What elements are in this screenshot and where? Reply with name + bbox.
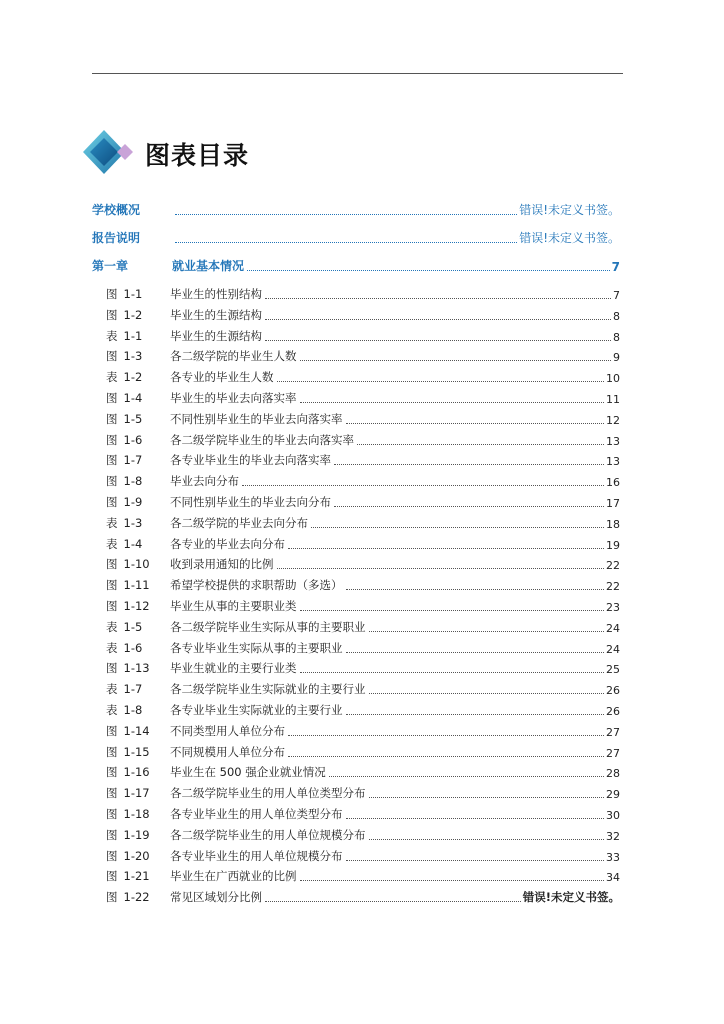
toc-entry-kind: 图 xyxy=(106,869,118,884)
toc-entry-label xyxy=(92,432,170,448)
toc-entry-kind: 表 xyxy=(106,619,118,634)
toc-entry-label xyxy=(92,536,170,552)
toc-page-number: 11 xyxy=(606,393,620,406)
toc-entry-number: 1-8 xyxy=(123,474,143,489)
toc-entry-label xyxy=(92,494,170,510)
toc-entry-row[interactable] xyxy=(92,307,620,323)
toc-entry-number: 1-2 xyxy=(123,307,143,322)
toc-entry-kind: 图 xyxy=(106,557,118,572)
toc-entry-kind: 图 xyxy=(106,661,118,676)
toc-entry-row[interactable] xyxy=(92,369,620,385)
dot-leader xyxy=(369,631,605,632)
toc-entry-title: 毕业生的生源结构 xyxy=(170,307,262,322)
toc-entry-kind: 表 xyxy=(106,536,118,551)
toc-entry-title: 毕业生在 500 强企业就业情况 xyxy=(170,765,326,780)
dot-leader xyxy=(369,839,605,840)
toc-entry-label xyxy=(92,619,170,635)
toc-page-number: 33 xyxy=(606,850,620,864)
dot-leader xyxy=(300,360,612,361)
dot-leader xyxy=(300,672,605,673)
toc-entry-kind: 表 xyxy=(106,640,118,655)
header-rule xyxy=(92,73,623,74)
toc-entry-kind: 图 xyxy=(106,765,118,780)
dot-leader xyxy=(265,319,611,320)
toc-entry-row[interactable] xyxy=(92,785,620,801)
toc-page-number: 27 xyxy=(606,746,620,760)
toc-entry-title: 各专业的毕业生人数 xyxy=(170,370,274,385)
toc-page-number: 9 xyxy=(613,351,620,365)
toc-page-number: 26 xyxy=(606,684,620,698)
toc-entry-title: 各专业毕业生实际从事的主要职业 xyxy=(170,640,343,655)
toc-entry-row[interactable] xyxy=(92,764,620,780)
toc-entry-label xyxy=(92,556,170,572)
toc-entry-title: 毕业生的性别结构 xyxy=(170,287,262,301)
toc-entry-title: 各专业毕业生实际就业的主要行业 xyxy=(170,703,343,717)
toc-entry-kind: 图 xyxy=(106,848,118,863)
toc-entry-kind: 图 xyxy=(106,453,118,468)
toc-page-number: 16 xyxy=(606,476,620,490)
toc-entry-title: 各二级学院毕业生的用人单位规模分布 xyxy=(170,827,366,842)
toc-entry-number: 1-19 xyxy=(123,827,150,842)
dot-leader xyxy=(346,589,605,590)
toc-entry-kind: 表 xyxy=(106,370,118,385)
toc-page-number: 28 xyxy=(606,767,620,781)
dot-leader xyxy=(300,880,605,881)
toc-entry-kind: 表 xyxy=(106,328,118,343)
toc-entry-row[interactable] xyxy=(92,702,620,718)
toc-entry-row[interactable] xyxy=(92,640,620,656)
toc-entry-label xyxy=(92,598,170,614)
toc-page-number: 26 xyxy=(606,705,620,718)
toc-entry-number: 1-22 xyxy=(123,890,150,905)
toc-entry-row[interactable] xyxy=(92,598,620,614)
toc-entry-number: 1-20 xyxy=(123,848,150,863)
toc-entry-label xyxy=(92,848,170,864)
toc-entry-kind: 图 xyxy=(106,391,118,405)
toc-entry-title: 毕业生的生源结构 xyxy=(170,328,262,343)
toc-entry-label xyxy=(92,307,170,323)
toc-entry-kind: 图 xyxy=(106,744,118,759)
toc-entry-kind: 图 xyxy=(106,890,118,905)
toc-entry-label xyxy=(92,723,170,739)
toc-section-label: 学校概况 xyxy=(92,203,141,217)
dot-leader xyxy=(175,242,517,243)
toc-entry-title: 毕业去向分布 xyxy=(170,474,239,489)
toc-section-row[interactable] xyxy=(92,202,620,218)
toc-entry-kind: 图 xyxy=(106,599,118,613)
toc-entry-kind: 图 xyxy=(106,807,118,821)
toc-entry-row[interactable] xyxy=(92,494,620,510)
toc-page-number: 10 xyxy=(606,372,620,386)
toc-entry-number: 1-15 xyxy=(123,744,150,759)
toc-page-number: 8 xyxy=(613,330,620,344)
toc-entry-title: 各专业毕业生的毕业去向落实率 xyxy=(170,453,331,468)
toc-entry-label xyxy=(92,744,170,760)
toc-entry-number: 1-18 xyxy=(123,807,150,821)
toc-entry-label xyxy=(92,681,170,697)
toc-page-number: 13 xyxy=(606,455,620,469)
toc-entry-row[interactable] xyxy=(92,744,620,760)
toc-entry-number: 1-10 xyxy=(123,557,150,572)
toc-entry-number: 1-4 xyxy=(123,391,143,405)
toc-entry-row[interactable] xyxy=(92,556,620,572)
toc-section-label: 报告说明 xyxy=(92,231,141,245)
toc-entry-number: 1-4 xyxy=(123,536,143,551)
toc-entry-row[interactable] xyxy=(92,868,620,884)
toc-entry-row[interactable] xyxy=(92,328,620,344)
toc-page-number: 错误!未定义书签。 xyxy=(519,203,620,217)
toc-page-number: 17 xyxy=(606,497,620,510)
toc-section-title: 就业基本情况 xyxy=(172,259,245,273)
toc-entry-label xyxy=(92,473,170,489)
toc-entry-title: 各专业毕业生的用人单位规模分布 xyxy=(170,848,343,863)
toc-page-number: 7 xyxy=(613,289,620,302)
toc-entry-kind: 表 xyxy=(106,682,118,697)
toc-entry-title: 各二级学院的毕业去向分布 xyxy=(170,515,308,530)
toc-page-number: 19 xyxy=(606,538,620,552)
toc-entry-label xyxy=(92,328,170,344)
toc-entry-row[interactable] xyxy=(92,390,620,406)
toc-entry-label xyxy=(92,390,170,406)
toc-entry-label xyxy=(92,452,170,468)
toc-entry-kind: 图 xyxy=(106,786,118,801)
toc-entry-number: 1-6 xyxy=(123,640,143,655)
toc-page-number: 12 xyxy=(606,413,620,427)
toc-page-number: 22 xyxy=(606,559,620,573)
toc-entry-number: 1-9 xyxy=(123,495,143,509)
toc-entry-number: 1-2 xyxy=(123,370,143,385)
dot-leader xyxy=(346,714,605,715)
dot-leader xyxy=(247,270,610,271)
toc-entry-title: 不同类型用人单位分布 xyxy=(170,723,285,738)
dot-leader xyxy=(369,797,605,798)
toc-page-number: 27 xyxy=(606,725,620,739)
toc-entry-title: 不同性别毕业生的毕业去向分布 xyxy=(170,495,331,509)
toc-entry-label xyxy=(92,889,170,905)
dot-leader xyxy=(288,735,604,736)
toc-page-number: 23 xyxy=(606,601,620,614)
toc-entry-row[interactable] xyxy=(92,536,620,552)
toc-entry-title: 收到录用通知的比例 xyxy=(170,557,274,572)
toc-entry-title: 毕业生从事的主要职业类 xyxy=(170,599,297,613)
toc-entry-title: 各二级学院的毕业生人数 xyxy=(170,349,297,364)
toc-entry-number: 1-1 xyxy=(123,328,143,343)
toc-section-row[interactable] xyxy=(92,258,620,274)
toc-entry-row[interactable] xyxy=(92,473,620,489)
toc-entry-row[interactable] xyxy=(92,411,620,427)
toc-entry-row[interactable] xyxy=(92,848,620,864)
toc-entry-label xyxy=(92,411,170,427)
toc-entry-label xyxy=(92,640,170,656)
toc-entry-title: 常见区域划分比例 xyxy=(170,890,262,905)
toc-entry-number: 1-6 xyxy=(123,432,143,447)
toc-entry-kind: 图 xyxy=(106,723,118,738)
toc-entry-row[interactable] xyxy=(92,577,620,593)
toc-entry-row[interactable] xyxy=(92,806,620,822)
toc-entry-kind: 图 xyxy=(106,432,118,447)
toc-entry-number: 1-21 xyxy=(123,869,150,884)
toc-entry-label xyxy=(92,764,170,780)
dot-leader xyxy=(357,444,604,445)
toc-page-number: 29 xyxy=(606,788,620,802)
toc-page-number: 30 xyxy=(606,809,620,822)
dot-leader xyxy=(346,423,605,424)
toc-entry-title: 毕业生就业的主要行业类 xyxy=(170,661,297,676)
toc-entry-row[interactable] xyxy=(92,452,620,468)
toc-page-number: 32 xyxy=(606,829,620,843)
toc-entry-number: 1-5 xyxy=(123,411,143,426)
toc-entry-kind: 表 xyxy=(106,515,118,530)
dot-leader xyxy=(329,776,604,777)
dot-leader xyxy=(300,610,605,611)
toc-entry-number: 1-14 xyxy=(123,723,150,738)
diamond-logo-icon xyxy=(83,128,139,176)
toc-entry-title: 各二级学院毕业生实际从事的主要职业 xyxy=(170,619,366,634)
toc-entry-row[interactable] xyxy=(92,827,620,843)
toc-page-number: 18 xyxy=(606,517,620,531)
toc-page-number: 8 xyxy=(613,309,620,323)
toc-entry-row[interactable] xyxy=(92,286,620,302)
toc-entry-label xyxy=(92,515,170,531)
toc-page-number: 13 xyxy=(606,434,620,448)
toc-entry-row[interactable] xyxy=(92,348,620,364)
toc-entry-kind: 图 xyxy=(106,307,118,322)
toc-page-number: 7 xyxy=(611,260,620,274)
toc-entry-title: 希望学校提供的求职帮助（多选） xyxy=(170,578,343,593)
dot-leader xyxy=(265,298,611,299)
toc-entry-label xyxy=(92,702,170,718)
toc-entry-number: 1-7 xyxy=(123,453,143,468)
toc-entry-label xyxy=(92,577,170,593)
toc-entry-label xyxy=(92,806,170,822)
toc-entry-kind: 表 xyxy=(106,703,118,717)
toc-page-number: 34 xyxy=(606,871,620,885)
toc-entry-kind: 图 xyxy=(106,349,118,364)
dot-leader xyxy=(288,548,604,549)
toc-entry-title: 各专业毕业生的用人单位类型分布 xyxy=(170,807,343,821)
toc-entry-label xyxy=(92,348,170,364)
dot-leader xyxy=(369,693,605,694)
dot-leader xyxy=(346,860,605,861)
toc-entry-kind: 图 xyxy=(106,578,118,593)
toc-entry-title: 各二级学院毕业生的毕业去向落实率 xyxy=(170,432,354,447)
toc-entry-row[interactable] xyxy=(92,515,620,531)
toc-entry-kind: 图 xyxy=(106,495,118,509)
toc-page-number: 错误!未定义书签。 xyxy=(519,231,620,245)
toc-entry-row[interactable] xyxy=(92,432,620,448)
dot-leader xyxy=(265,901,521,902)
toc-entry-number: 1-11 xyxy=(123,578,150,593)
toc-entry-title: 毕业生的毕业去向落实率 xyxy=(170,391,297,405)
toc-entry-row[interactable] xyxy=(92,889,620,905)
toc-entry-label xyxy=(92,827,170,843)
toc-section-row[interactable] xyxy=(92,230,620,246)
toc-entry-kind: 图 xyxy=(106,827,118,842)
dot-leader xyxy=(334,464,604,465)
dot-leader xyxy=(311,527,604,528)
toc-entry-title: 毕业生在广西就业的比例 xyxy=(170,869,297,884)
dot-leader xyxy=(175,214,517,215)
toc-entry-number: 1-5 xyxy=(123,619,143,634)
toc-entry-title: 各专业的毕业去向分布 xyxy=(170,536,285,551)
toc-page-number: 22 xyxy=(606,580,620,594)
toc-entry-row[interactable] xyxy=(92,619,620,635)
toc-entry-number: 1-7 xyxy=(123,682,143,697)
toc-entry-label xyxy=(92,286,170,302)
toc-entry-number: 1-1 xyxy=(123,287,143,301)
toc-entry-title: 不同性别毕业生的毕业去向落实率 xyxy=(170,411,343,426)
dot-leader xyxy=(277,381,605,382)
dot-leader xyxy=(346,652,605,653)
toc-entry-number: 1-3 xyxy=(123,349,143,364)
toc-page-number: 25 xyxy=(606,663,620,677)
toc-section-label: 第一章 xyxy=(92,259,129,273)
toc-entry-kind: 图 xyxy=(106,474,118,489)
dot-leader xyxy=(300,402,605,403)
toc-entry-label xyxy=(92,660,170,676)
toc-entry-number: 1-12 xyxy=(123,599,150,613)
toc-page-number: 错误!未定义书签。 xyxy=(522,890,620,905)
toc-entry-label xyxy=(92,868,170,884)
dot-leader xyxy=(242,485,604,486)
dot-leader xyxy=(265,340,611,341)
toc-entry-title: 各二级学院毕业生的用人单位类型分布 xyxy=(170,786,366,801)
toc-entry-row[interactable] xyxy=(92,681,620,697)
toc-page-number: 24 xyxy=(606,621,620,635)
toc-entry-kind: 图 xyxy=(106,411,118,426)
toc-entry-label xyxy=(92,785,170,801)
dot-leader xyxy=(277,568,605,569)
toc-entry-number: 1-8 xyxy=(123,703,143,717)
toc-page-number: 24 xyxy=(606,642,620,656)
page-title: 图表目录 xyxy=(145,141,250,170)
toc-entry-number: 1-13 xyxy=(123,661,150,676)
dot-leader xyxy=(288,756,604,757)
toc-entry-number: 1-17 xyxy=(123,786,150,801)
toc-entry-label xyxy=(92,369,170,385)
toc-entry-kind: 图 xyxy=(106,287,118,301)
toc-entry-row[interactable] xyxy=(92,660,620,676)
dot-leader xyxy=(346,818,605,819)
toc-entry-number: 1-16 xyxy=(123,765,150,780)
toc-entry-number: 1-3 xyxy=(123,515,143,530)
toc-entry-row[interactable] xyxy=(92,723,620,739)
toc-entry-title: 各二级学院毕业生实际就业的主要行业 xyxy=(170,682,366,697)
toc-entry-title: 不同规模用人单位分布 xyxy=(170,744,285,759)
dot-leader xyxy=(334,506,604,507)
